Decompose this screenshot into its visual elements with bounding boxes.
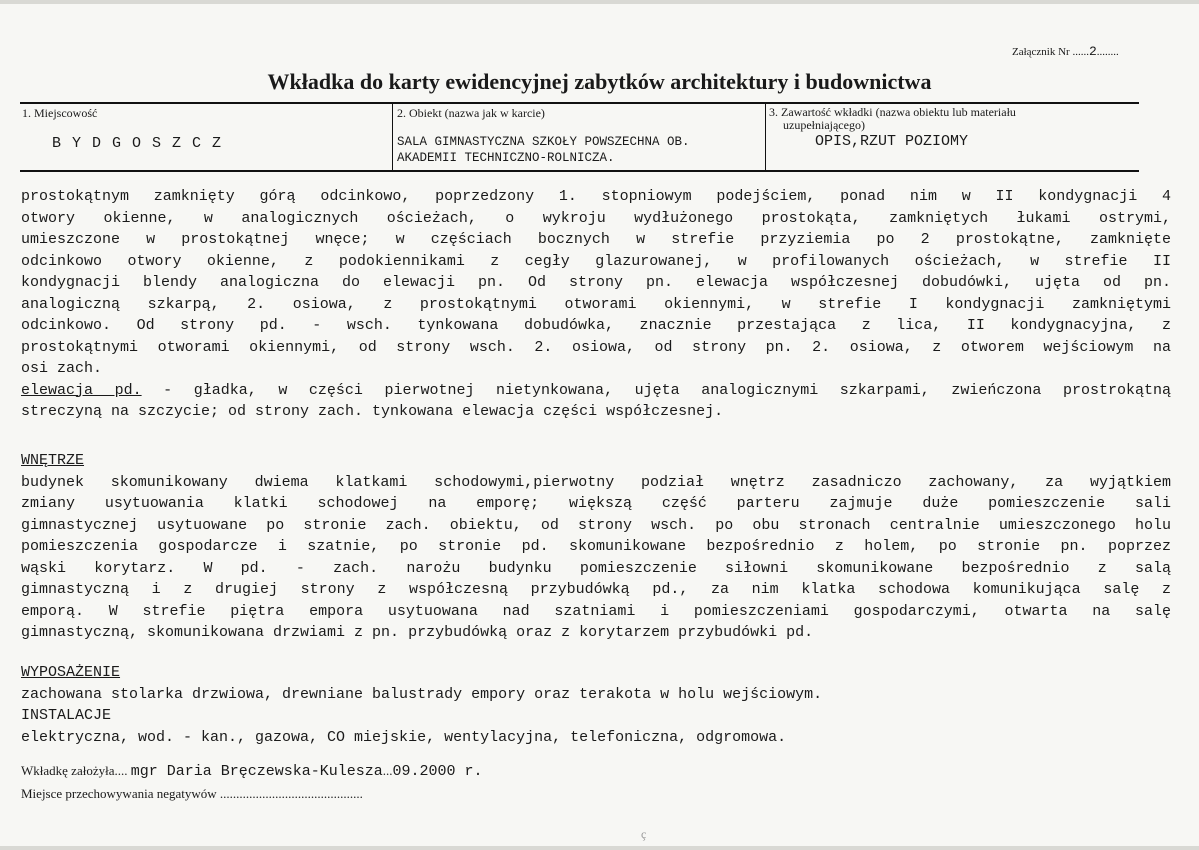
text-line: odcinkowo otwory okienne, z podokiennikami z cegły glazurowanej, w profilowanych ościeżach, w strefie II (21, 252, 1171, 270)
text-line: gimnastycznej usytuowane po stronie zach. obiektu, od strony wsch. po obu stronach centralnie umieszczonego holu (21, 516, 1171, 534)
text-line: wąski korytarz. W pd. - zach. narożu budynku pomieszczenie siłowni skomunikowane bezpośrednio z salą (21, 559, 1171, 577)
text-line: prostokątnymi otworami okiennymi, od strony wsch. 2. osiowa, od strony pn. 2. osiowa, z otworem wejściowym na (21, 338, 1171, 356)
contents-label-1: 3. Zawartość wkładki (nazwa obiektu lub materiału (769, 105, 1016, 119)
text-line: odcinkowo. Od strony pd. - wsch. tynkowana dobudówka, znacznie przestająca z lica, II kondygnacyjna, z (21, 317, 1171, 334)
object-line-2: AKADEMII TECHNICZNO-ROLNICZA. (397, 151, 615, 165)
header-divider-1 (392, 103, 393, 171)
text-line: emporą. W strefie piętra empora usytuowana nad szatniami i pomieszczeniami gospodarczymi, otwarta na salę (21, 602, 1171, 620)
text-line: budynek skomunikowany dwiema klatkami schodowymi,pierwotny podział wnętrz zasadniczo zachowany, za wyjątkiem (21, 473, 1171, 491)
text-line: kondygnacji blendy analogiczna do elewacji pn. Od strony pn. elewacja współczesnej dobudówki, ujęta od pn. (21, 274, 1171, 291)
interior-heading: WNĘTRZE (21, 452, 85, 469)
installations-heading: INSTALACJE (21, 707, 112, 724)
created-date: 09.2000 r. (392, 763, 483, 780)
south-elevation-heading: elewacja pd. (21, 381, 142, 399)
page-title: Wkładka do karty ewidencyjnej zabytków architektury i budownictwa (267, 69, 932, 94)
text-line: otwory okienne, w analogicznych ościeżach, o wykroju wydłużonego prostokąta, zamkniętych łukami ostrymi, (21, 209, 1171, 227)
text-line: gimnastyczną i z drugiej strony z współczesną przybudówką pd., za nim klatka schodowa komunikująca salę z (21, 581, 1171, 598)
header-rule-top (20, 102, 1139, 104)
header-divider-2 (765, 103, 766, 171)
description-exterior (21, 186, 1171, 423)
text-line: zmiany usytuowania klatki schodowej na emporę; większą część parteru zajmuje duże pomieszczenie sali (21, 495, 1171, 512)
contents-value: OPIS,RZUT POZIOMY (815, 133, 969, 150)
header-rule-bottom (20, 170, 1139, 172)
contents-label-2: uzupełniającego) (783, 118, 865, 132)
stray-mark: ç (641, 827, 647, 841)
negatives-location-line: Miejsce przechowywania negatywów ............................................ (21, 786, 363, 801)
text-line: elewacja pd. - gładka, w części pierwotnej nietynkowana, ujęta analogicznymi szkarpami, zwieńczona prostrokątną (21, 381, 1171, 399)
attachment-number-value: 2 (1088, 44, 1097, 59)
object-label: 2. Obiekt (nazwa jak w karcie) (397, 106, 545, 120)
installations-text: elektryczna, wod. - kan., gazowa, CO miejskie, wentylacyjna, telefoniczna, odgromowa. (21, 728, 787, 746)
text-line: prostokątnym zamknięty górą odcinkowo, poprzedzony 1. stopniowym podejściem, ponad nim w II kondygnacji 4 (21, 188, 1171, 205)
equipment-heading: WYPOSAŻENIE (21, 664, 121, 681)
text-line: gimnastyczną, skomunikowana drzwiami z pn. przybudówką oraz z korytarzem przybudówki pd. (21, 624, 814, 641)
text-line: pomieszczenia gospodarcze i szatnie, po stronie pd. skomunikowane bezpośrednio z holem, po stronie pn. poprzez (21, 538, 1171, 555)
scan-edge-top (0, 0, 1199, 4)
equipment-text: zachowana stolarka drzwiowa, drewniane balustrady empory oraz terakota w holu wejściowym. (21, 685, 823, 703)
scan-edge-bottom (0, 846, 1199, 850)
created-by-name: mgr Daria Bręczewska-Kulesza (130, 763, 383, 780)
text-line: osi zach. (21, 360, 103, 377)
text-line: umieszczone w prostokątnej wnęce; w częściach bocznych w strefie przyziemia po 2 prostokątne, zamknięte (21, 231, 1171, 248)
object-line-1: SALA GIMNASTYCZNA SZKOŁY POWSZECHNA OB. (397, 135, 690, 149)
description-equipment (21, 662, 1171, 748)
description-interior (21, 450, 1171, 644)
locality-label: 1. Miejscowość (22, 106, 98, 120)
attachment-number: Załącznik Nr ......2........ (1012, 44, 1119, 59)
text-line: analogiczną szkarpą, 2. osiowa, z prostokątnymi otworami okiennymi, w strefie I kondygnacji zamkniętymi (21, 295, 1171, 313)
text-line: streczyną na szczycie; od strony zach. tynkowana elewacja części współczesnej. (21, 403, 724, 420)
locality-value: B Y D G O S Z C Z (52, 135, 222, 152)
created-by-line: Wkładkę założyła.... mgr Daria Bręczewska-Kulesza...09.2000 r. (21, 763, 483, 780)
